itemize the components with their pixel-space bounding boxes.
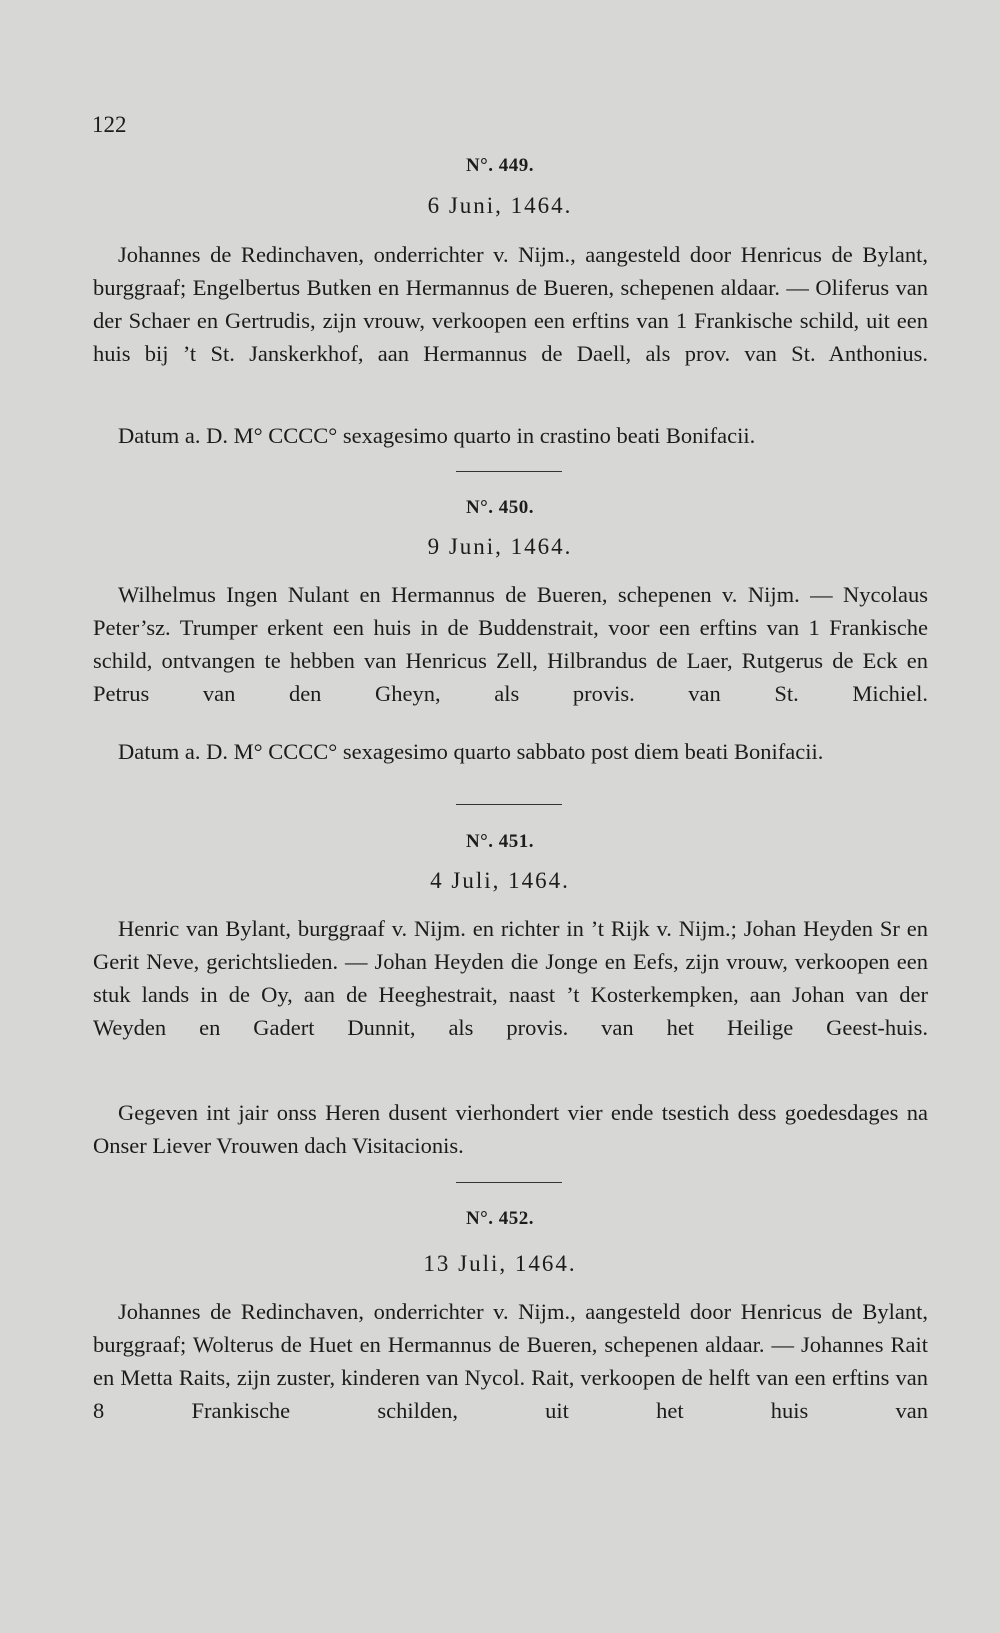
- entry-date: 4 Juli, 1464.: [430, 868, 570, 893]
- entry-paragraph: Johannes de Redinchaven, onderrichter v. Nijm., aangesteld door Henricus de Bylant, burggraaf; Engelbertus Butken en Hermannus de Bueren, schepenen aldaar. — Oliferus van der Schaer en Gertrudis, zijn vrouw, verkoopen een erftins van 1 Frankische schild, uit een huis bij ’t St. Janskerkhof, aan Hermannus de Daell, als prov. van St. Anthonius.: [93, 242, 928, 366]
- entry-date: 9 Juni, 1464.: [427, 534, 573, 559]
- entry-paragraph: Johannes de Redinchaven, onderrichter v. Nijm., aangesteld door Henricus de Bylant, burggraaf; Wolterus de Huet en Hermannus de Bueren, schepenen aldaar. — Johannes Rait en Metta Raits, zijn zuster, kinderen van Nycol. Rait, verkoopen de helft van een erftins van 8 Frankische schilden, uit het huis van: [93, 1299, 928, 1423]
- page-number: 122: [92, 112, 127, 137]
- separator-rule: [456, 1182, 562, 1183]
- entry-dating-clause: Datum a. D. M° CCCC° sexagesimo quarto sabbato post diem beati Bonifacii.: [118, 739, 824, 764]
- entry-number: N°. 452.: [465, 1208, 535, 1229]
- entry-date: 13 Juli, 1464.: [423, 1251, 577, 1276]
- entry-dating-clause: Datum a. D. M° CCCC° sexagesimo quarto in crastino beati Bonifacii.: [118, 423, 756, 448]
- separator-rule: [456, 804, 562, 805]
- entry-date: 6 Juni, 1464.: [427, 193, 573, 218]
- entry-paragraph: Henric van Bylant, burggraaf v. Nijm. en richter in ’t Rijk v. Nijm.; Johan Heyden Sr en Gerit Neve, gerichtslieden. — Johan Heyden die Jonge en Eefs, zijn vrouw, verkoopen een stuk lands in de Oy, aan de Heeghestrait, naast ’t Kosterkempken, aan Johan van der Weyden en Gadert Dunnit, als provis. van het Heilige Geest-huis.: [93, 916, 928, 1040]
- entry-number: N°. 451.: [465, 831, 535, 852]
- entry-dating-clause: Gegeven int jair onss Heren dusent vierhondert vier ende tsestich dess goedesdages na Onser Liever Vrouwen dach Visitacionis.: [93, 1100, 928, 1158]
- entry-paragraph: Wilhelmus Ingen Nulant en Hermannus de Bueren, schepenen v. Nijm. — Nycolaus Peter’sz. Trumper erkent een huis in de Buddenstrait, voor een erftins van 1 Frankische schild, ontvangen te hebben van Henricus Zell, Hilbrandus de Laer, Rutgerus de Eck en Petrus van den Gheyn, als provis. van St. Michiel.: [93, 582, 928, 706]
- entry-number: N°. 449.: [465, 155, 535, 176]
- entry-number: N°. 450.: [465, 497, 535, 518]
- separator-rule: [456, 471, 562, 472]
